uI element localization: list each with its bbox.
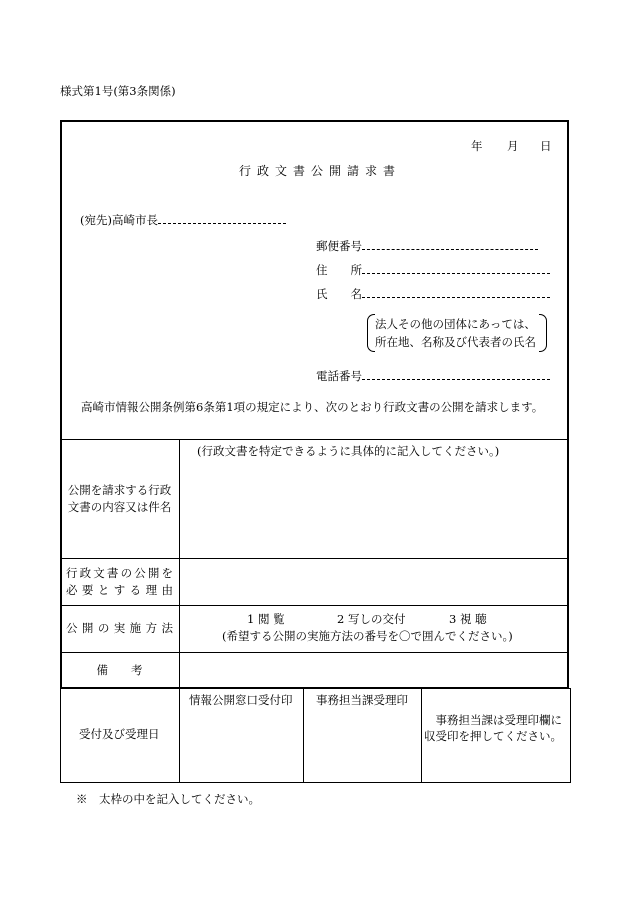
method-option-1[interactable]: 1 閲 覧 xyxy=(247,612,285,626)
content-input-area[interactable] xyxy=(180,460,567,556)
table-top-line xyxy=(60,439,569,440)
name-input-line[interactable] xyxy=(362,286,550,298)
method-label: 公開の実施方法 xyxy=(66,621,173,635)
postal-code-input-line[interactable] xyxy=(362,238,538,250)
date-year-label: 年 xyxy=(471,139,483,153)
corporate-note-line1: 法人その他の団体にあっては、 xyxy=(375,317,536,331)
name-field: 氏 名 xyxy=(316,286,550,301)
receipt-divider-3 xyxy=(421,688,422,783)
method-option-3[interactable]: 3 視 聴 xyxy=(449,612,487,626)
form-title: 行政文書公開請求書 xyxy=(239,164,402,178)
remarks-input-area[interactable] xyxy=(180,653,567,687)
corporate-note-line2: 所在地、名称及び代表者の氏名 xyxy=(375,335,536,349)
left-bracket xyxy=(367,314,375,352)
date-month-label: 月 xyxy=(507,139,519,153)
date-day-label: 日 xyxy=(540,139,552,153)
method-hint: (希望する公開の実施方法の番号を〇で囲んでください。) xyxy=(222,629,513,643)
request-statement: 高崎市情報公開条例第6条第1項の規定により、次のとおり行政文書の公開を請求します。 xyxy=(81,400,544,414)
address-field: 住 所 xyxy=(316,262,550,277)
corporate-note xyxy=(367,314,547,352)
addressee-input-line[interactable] xyxy=(158,212,286,224)
reason-input-area[interactable] xyxy=(180,559,567,604)
addressee: (宛先)高崎市長 xyxy=(80,212,286,227)
method-option-2[interactable]: 2 写しの交付 xyxy=(337,612,406,626)
receipt-label: 受付及び受理日 xyxy=(79,727,160,741)
phone-field: 電話番号 xyxy=(316,368,550,383)
footer-note: ※ 太枠の中を記入してください。 xyxy=(76,792,260,806)
row-divider-2 xyxy=(60,605,569,606)
reason-label: 行政文書の公開を 必要とする理由 xyxy=(66,566,173,597)
receipt-divider-1 xyxy=(179,688,180,783)
department-stamp-header: 事務担当課受理印 xyxy=(316,693,408,707)
form-number-label: 様式第1号(第3条関係) xyxy=(60,84,176,98)
remarks-label: 備 考 xyxy=(96,663,143,677)
phone-input-line[interactable] xyxy=(362,368,550,380)
receipt-note: 事務担当課は受理印欄に収受印を押してください。 xyxy=(424,713,562,743)
content-hint: (行政文書を特定できるように具体的に記入してください。) xyxy=(197,444,500,458)
content-label: 公開を請求する行政 文書の内容又は件名 xyxy=(67,483,172,514)
address-input-line[interactable] xyxy=(362,262,550,274)
right-bracket xyxy=(539,314,547,352)
info-window-stamp-header: 情報公開窓口受付印 xyxy=(189,693,293,707)
receipt-divider-2 xyxy=(303,688,304,783)
postal-code-field: 郵便番号 xyxy=(316,238,538,253)
